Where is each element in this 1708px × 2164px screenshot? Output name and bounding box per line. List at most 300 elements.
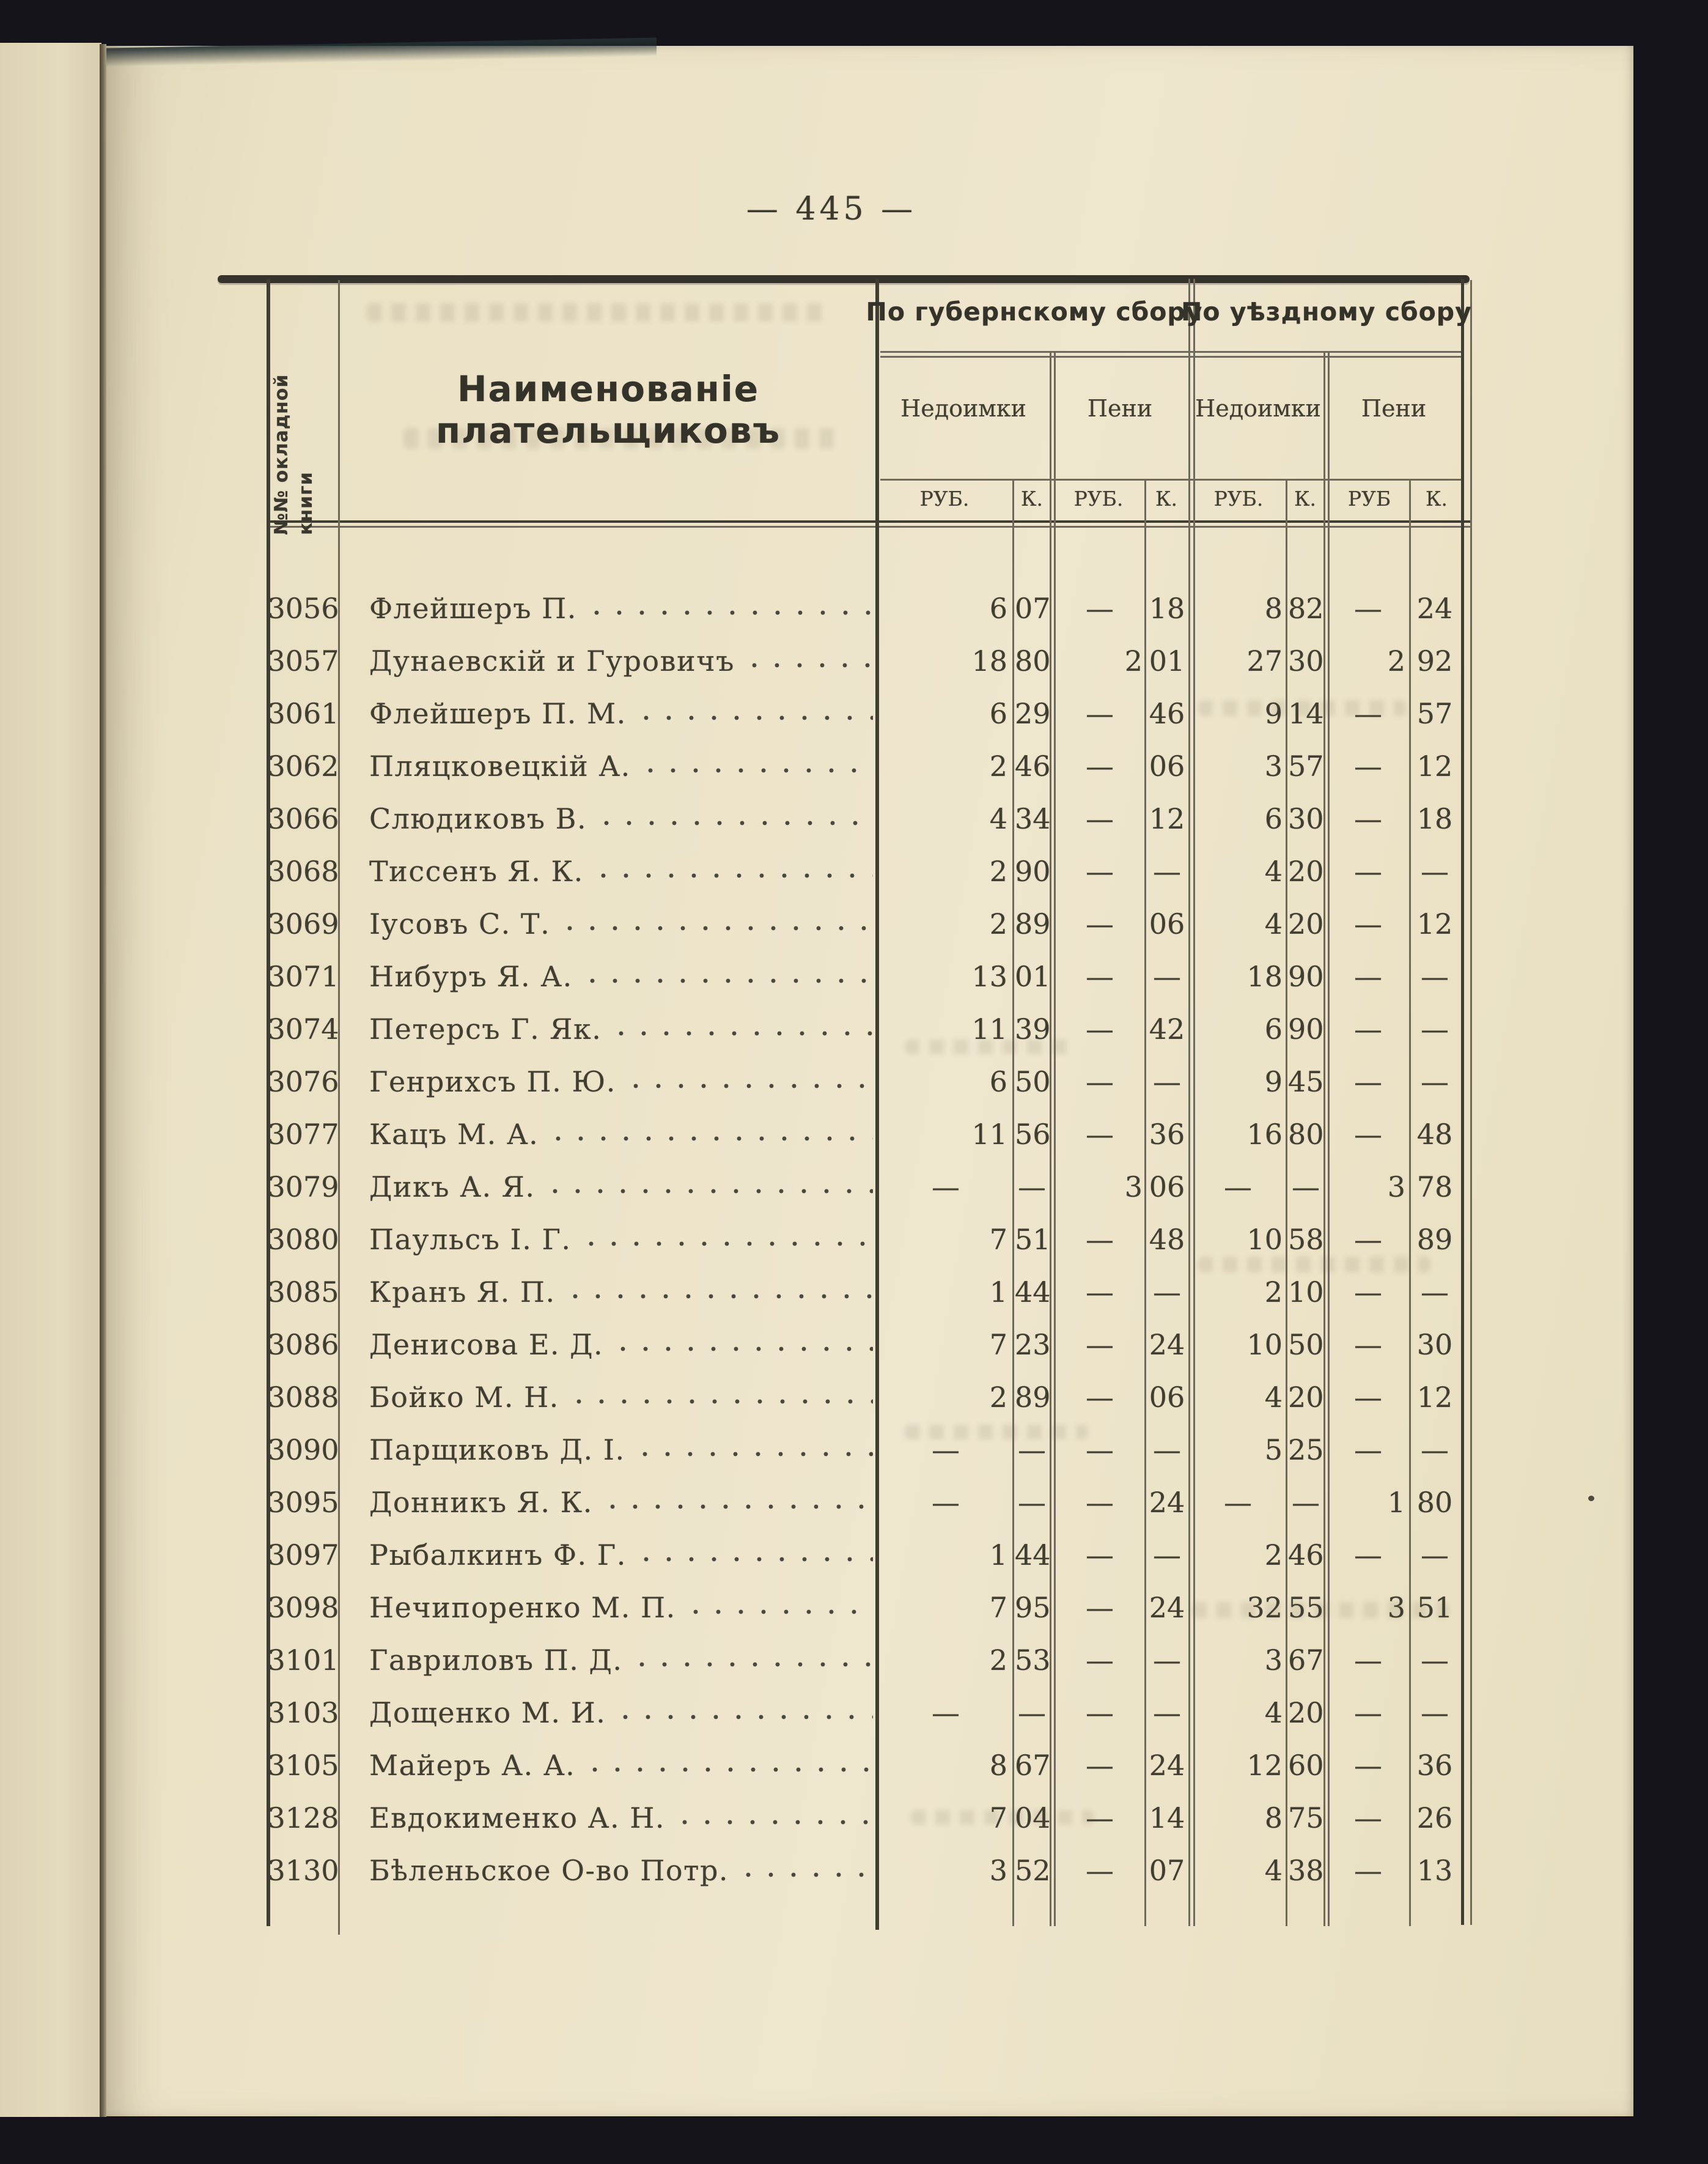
table-row [0,1476,1708,1529]
gub-nedoimki-rub: — [932,1170,960,1203]
uezd-peni-rub: — [1354,1328,1382,1361]
uezd-peni-kop: — [1421,1538,1449,1571]
dot-leader [581,1213,873,1266]
gub-nedoimki-kop: 51 [1015,1223,1051,1256]
uezd-nedoimki-kop: 20 [1288,855,1324,888]
uezd-peni-rub: — [1354,1538,1382,1571]
uezd-peni-kop: 92 [1416,644,1453,678]
table-row [0,635,1708,687]
uezd-nedoimki-kop: — [1292,1170,1320,1203]
payer-name: Рыбалкинъ Ф. Г. [369,1538,627,1571]
gub-peni-rub: — [1086,1749,1114,1782]
gub-nedoimki-rub: 2 [989,907,1007,940]
dot-leader [560,898,873,950]
unit-header-rub: РУБ. [919,487,970,511]
uezd-peni-rub: — [1354,1118,1382,1151]
uezd-peni-rub: — [1354,1854,1382,1887]
table-row [0,582,1708,635]
row-id: 3062 [267,750,339,783]
gub-nedoimki-rub: — [932,1486,960,1519]
gub-peni-kop: 24 [1149,1591,1185,1624]
gub-nedoimki-rub: 11 [971,1013,1007,1046]
gub-peni-rub: — [1086,1486,1114,1519]
table-row [0,898,1708,950]
payer-name-cell [369,1529,873,1581]
gub-nedoimki-rub: 3 [989,1854,1007,1887]
dot-leader [587,582,873,635]
uezd-peni-kop: — [1421,1433,1449,1466]
dot-leader [548,1108,873,1161]
gub-peni-kop: 48 [1149,1223,1185,1256]
row-id: 3057 [267,644,339,678]
uezd-peni-rub: — [1354,1013,1382,1046]
table-rule [880,479,1462,481]
gub-nedoimki-kop: 89 [1015,1381,1051,1414]
uezd-nedoimki-rub: 16 [1246,1118,1283,1151]
table-row [0,1108,1708,1161]
uezd-peni-kop: — [1421,960,1449,993]
payer-name-cell [369,1003,873,1055]
uezd-nedoimki-kop: 50 [1288,1328,1324,1361]
payer-name-cell [369,1318,873,1371]
gub-nedoimki-rub: 7 [989,1328,1007,1361]
subcolumn-peni: Пени [1361,395,1427,422]
uezd-nedoimki-kop: 14 [1288,697,1324,730]
uezd-peni-rub: — [1354,855,1382,888]
uezd-peni-kop: 30 [1416,1328,1453,1361]
uezd-peni-kop: 36 [1416,1749,1453,1782]
row-id: 3066 [267,802,339,835]
table-rule [267,520,1470,523]
dot-leader [611,1003,873,1055]
uezd-peni-rub: — [1354,750,1382,783]
uezd-peni-kop: 12 [1416,907,1453,940]
uezd-nedoimki-kop: 57 [1288,750,1324,783]
uezd-peni-rub: — [1354,1381,1382,1414]
dot-leader [738,1844,873,1897]
gub-nedoimki-rub: 8 [989,1749,1007,1782]
gub-nedoimki-rub: — [932,1433,960,1466]
gub-nedoimki-kop: 46 [1015,750,1051,783]
section-title-gubernia: По губернскому сбору [866,297,1203,327]
dot-leader [626,1055,873,1108]
uezd-nedoimki-rub: 12 [1246,1749,1283,1782]
table-row [0,1686,1708,1739]
gub-peni-kop: 01 [1149,644,1185,678]
dot-leader [594,845,873,898]
uezd-nedoimki-rub: 2 [1264,1538,1283,1571]
payer-name-cell [369,687,873,740]
uezd-peni-kop: 80 [1416,1486,1453,1519]
uezd-peni-kop: — [1421,1065,1449,1098]
gub-nedoimki-rub: 6 [989,697,1007,730]
gub-nedoimki-kop: 44 [1015,1276,1051,1309]
uezd-peni-kop: 12 [1416,1381,1453,1414]
gub-nedoimki-kop: — [1018,1170,1046,1203]
payer-name: Петерсъ Г. Як. [369,1013,602,1046]
uezd-peni-kop: — [1421,1644,1449,1677]
unit-header-rub: РУБ. [1073,487,1124,511]
payer-name-cell [369,1686,873,1739]
gub-peni-kop: 36 [1149,1118,1185,1151]
payer-name: Кранъ Я. П. [369,1276,556,1309]
dot-leader [675,1792,873,1844]
uezd-nedoimki-rub: 4 [1264,1696,1283,1729]
uezd-nedoimki-rub: 8 [1264,592,1283,625]
gub-nedoimki-rub: 2 [989,855,1007,888]
gub-peni-rub: 2 [1124,644,1143,678]
uezd-peni-rub: — [1354,802,1382,835]
gub-nedoimki-kop: 29 [1015,697,1051,730]
uezd-nedoimki-rub: 3 [1264,750,1283,783]
unit-header-rub: РУБ [1347,487,1391,511]
uezd-nedoimki-kop: 60 [1288,1749,1324,1782]
gub-nedoimki-kop: 23 [1015,1328,1051,1361]
uezd-peni-rub: — [1354,1696,1382,1729]
section-title-uezd: По уѣздному сбору [1181,297,1472,327]
gub-nedoimki-kop: 67 [1015,1749,1051,1782]
gub-peni-kop: — [1153,1644,1181,1677]
gub-peni-kop: — [1153,855,1181,888]
gub-peni-kop: — [1153,1696,1181,1729]
gub-peni-rub: — [1086,750,1114,783]
gub-peni-kop: — [1153,960,1181,993]
payer-name: Евдокименко А. Н. [369,1801,665,1834]
table-row [0,1424,1708,1476]
uezd-peni-rub: — [1354,1276,1382,1309]
row-id: 3098 [267,1591,339,1624]
row-id: 3130 [267,1854,339,1887]
uezd-peni-kop: 89 [1416,1223,1453,1256]
uezd-peni-rub: — [1354,1644,1382,1677]
table-rule [880,351,1462,353]
uezd-peni-rub: — [1354,1065,1382,1098]
gub-peni-kop: 24 [1149,1486,1185,1519]
dot-leader [745,635,873,687]
row-id: 3061 [267,697,339,730]
gub-nedoimki-kop: 52 [1015,1854,1051,1887]
gub-nedoimki-rub: 7 [989,1801,1007,1834]
subcolumn-peni: Пени [1087,395,1153,422]
uezd-nedoimki-rub: 10 [1246,1328,1283,1361]
payer-name: Іусовъ С. Т. [369,907,551,940]
table-row [0,1529,1708,1581]
table-row [0,1739,1708,1792]
unit-header-kop: К. [1155,487,1178,511]
payer-name-cell [369,740,873,792]
uezd-peni-kop: — [1421,1276,1449,1309]
gub-nedoimki-kop: 90 [1015,855,1051,888]
payer-name-cell [369,792,873,845]
gub-peni-kop: 18 [1149,592,1185,625]
payer-name: Дощенко М. И. [369,1696,606,1729]
gub-nedoimki-rub: 6 [989,1065,1007,1098]
gub-peni-kop: — [1153,1065,1181,1098]
uezd-nedoimki-kop: 55 [1288,1591,1324,1624]
payer-name-cell [369,898,873,950]
uezd-nedoimki-kop: — [1292,1486,1320,1519]
uezd-peni-kop: 12 [1416,750,1453,783]
uezd-peni-kop: 18 [1416,802,1453,835]
row-id: 3077 [267,1118,339,1151]
gub-peni-rub: — [1086,1801,1114,1834]
gub-nedoimki-rub: 13 [971,960,1007,993]
payer-name-cell [369,1108,873,1161]
gub-peni-kop: 24 [1149,1749,1185,1782]
table-row [0,792,1708,845]
gub-nedoimki-rub: 7 [989,1591,1007,1624]
gub-peni-kop: 07 [1149,1854,1185,1887]
table-row [0,845,1708,898]
uezd-peni-kop: 13 [1416,1854,1453,1887]
uezd-nedoimki-rub: 32 [1246,1591,1283,1624]
uezd-peni-rub: — [1354,1749,1382,1782]
payer-name: Кацъ М. А. [369,1118,539,1151]
payer-name: Денисова Е. Д. [369,1328,604,1361]
subcolumn-nedoimki: Недоимки [900,395,1026,422]
row-id: 3069 [267,907,339,940]
uezd-nedoimki-kop: 67 [1288,1644,1324,1677]
dot-leader [636,1529,873,1581]
uezd-nedoimki-rub: 4 [1264,907,1283,940]
uezd-nedoimki-rub: 3 [1264,1644,1283,1677]
gub-nedoimki-kop: 56 [1015,1118,1051,1151]
uezd-peni-rub: — [1354,1223,1382,1256]
payer-name-cell [369,1424,873,1476]
id-column-header-line2: книги [295,471,317,535]
gub-nedoimki-rub: 2 [989,1644,1007,1677]
uezd-nedoimki-kop: 30 [1288,644,1324,678]
subcolumn-nedoimki: Недоимки [1195,395,1321,422]
gub-nedoimki-rub: 18 [971,644,1007,678]
table-row [0,740,1708,792]
gub-peni-rub: — [1086,1381,1114,1414]
row-id: 3101 [267,1644,339,1677]
row-id: 3056 [267,592,339,625]
uezd-nedoimki-rub: 4 [1264,1381,1283,1414]
gub-nedoimki-rub: 11 [971,1118,1007,1151]
uezd-nedoimki-kop: 90 [1288,1013,1324,1046]
page-number: — 445 — [746,191,917,227]
payer-name: Донникъ Я. К. [369,1486,593,1519]
uezd-nedoimki-kop: 25 [1288,1433,1324,1466]
gub-peni-rub: — [1086,802,1114,835]
uezd-peni-kop: — [1421,855,1449,888]
unit-header-rub: РУБ. [1213,487,1264,511]
table-row [0,1213,1708,1266]
uezd-peni-rub: — [1354,697,1382,730]
payer-name: Парщиковъ Д. І. [369,1433,625,1466]
table-rule [880,356,1462,358]
uezd-peni-rub: — [1354,1801,1382,1834]
payer-name-cell [369,1581,873,1634]
uezd-peni-kop: — [1421,1696,1449,1729]
gub-nedoimki-rub: — [932,1696,960,1729]
gub-nedoimki-kop: 95 [1015,1591,1051,1624]
gub-nedoimki-rub: 1 [989,1276,1007,1309]
uezd-nedoimki-kop: 45 [1288,1065,1324,1098]
uezd-nedoimki-kop: 20 [1288,1381,1324,1414]
gub-peni-kop: — [1153,1433,1181,1466]
uezd-nedoimki-rub: 10 [1246,1223,1283,1256]
gub-nedoimki-rub: 2 [989,1381,1007,1414]
payer-name: Нибуръ Я. А. [369,960,573,993]
uezd-nedoimki-rub: 5 [1264,1433,1283,1466]
uezd-nedoimki-rub: 6 [1264,1013,1283,1046]
gub-peni-kop: 06 [1149,1170,1185,1203]
row-id: 3090 [267,1433,339,1466]
gub-nedoimki-kop: 80 [1015,644,1051,678]
gub-nedoimki-kop: — [1018,1486,1046,1519]
uezd-nedoimki-rub: 9 [1264,697,1283,730]
table-row [0,1055,1708,1108]
row-id: 3085 [267,1276,339,1309]
gub-nedoimki-kop: 44 [1015,1538,1051,1571]
gub-nedoimki-kop: 39 [1015,1013,1051,1046]
row-id: 3103 [267,1696,339,1729]
dot-leader [565,1266,873,1318]
uezd-peni-rub: — [1354,960,1382,993]
uezd-peni-kop: — [1421,1013,1449,1046]
gub-peni-kop: 24 [1149,1328,1185,1361]
payer-name-cell [369,582,873,635]
gub-peni-kop: — [1153,1276,1181,1309]
table-rule [267,526,1470,528]
uezd-nedoimki-kop: 82 [1288,592,1324,625]
gub-nedoimki-rub: 6 [989,592,1007,625]
uezd-nedoimki-rub: 4 [1264,855,1283,888]
uezd-nedoimki-rub: — [1224,1486,1252,1519]
gub-peni-rub: — [1086,855,1114,888]
gub-nedoimki-rub: 1 [989,1538,1007,1571]
uezd-peni-rub: 3 [1387,1170,1405,1203]
payer-name-cell [369,635,873,687]
row-id: 3086 [267,1328,339,1361]
gub-nedoimki-rub: 4 [989,802,1007,835]
dot-leader [686,1581,873,1634]
gub-peni-rub: — [1086,1118,1114,1151]
payer-name: Флейшеръ П. [369,592,577,625]
gub-peni-rub: — [1086,1644,1114,1677]
gub-nedoimki-rub: 2 [989,750,1007,783]
gub-nedoimki-kop: 89 [1015,907,1051,940]
row-id: 3079 [267,1170,339,1203]
uezd-nedoimki-kop: 30 [1288,802,1324,835]
row-id: 3074 [267,1013,339,1046]
table-row [0,687,1708,740]
row-id: 3080 [267,1223,339,1256]
payer-name: Гавриловъ П. Д. [369,1644,623,1677]
payer-name: Пляцковецкій А. [369,750,631,783]
payer-name-cell [369,950,873,1003]
gub-peni-rub: — [1086,1854,1114,1887]
row-id: 3095 [267,1486,339,1519]
gub-nedoimki-rub: 7 [989,1223,1007,1256]
payer-name-cell [369,1634,873,1686]
table-row [0,1844,1708,1897]
payer-name-cell [369,1844,873,1897]
dot-leader [632,1634,873,1686]
id-column-header [270,315,337,535]
table-row [0,1581,1708,1634]
dot-leader [603,1476,873,1529]
uezd-nedoimki-rub: 18 [1246,960,1283,993]
gub-nedoimki-kop: — [1018,1433,1046,1466]
payer-name-cell [369,1476,873,1529]
payer-name: Паульсъ І. Г. [369,1223,572,1256]
gub-peni-rub: — [1086,592,1114,625]
payer-name: Тиссенъ Я. К. [369,855,584,888]
row-id: 3076 [267,1065,339,1098]
row-id: 3088 [267,1381,339,1414]
gub-nedoimki-kop: 07 [1015,592,1051,625]
table-row [0,1792,1708,1844]
payer-name: Генрихсъ П. Ю. [369,1065,616,1098]
row-id: 3071 [267,960,339,993]
uezd-nedoimki-rub: 6 [1264,802,1283,835]
row-id: 3105 [267,1749,339,1782]
uezd-peni-kop: 26 [1416,1801,1453,1834]
table-row [0,1634,1708,1686]
gub-nedoimki-kop: 04 [1015,1801,1051,1834]
uezd-peni-rub: — [1354,592,1382,625]
row-id: 3128 [267,1801,339,1834]
payer-name-cell [369,1266,873,1318]
table-row [0,1161,1708,1213]
dot-leader [613,1318,873,1371]
dot-leader [636,687,873,740]
uezd-nedoimki-kop: 58 [1288,1223,1324,1256]
gub-peni-kop: 14 [1149,1801,1185,1834]
table-top-rule [218,275,1470,283]
payer-name: Майеръ А. А. [369,1749,576,1782]
table-row [0,950,1708,1003]
uezd-nedoimki-rub: 8 [1264,1801,1283,1834]
gub-peni-rub: — [1086,1065,1114,1098]
unit-header-kop: К. [1425,487,1448,511]
payer-name-cell [369,1055,873,1108]
payer-name: Бойко М. Н. [369,1381,559,1414]
table-row [0,1003,1708,1055]
gub-peni-rub: — [1086,1013,1114,1046]
uezd-nedoimki-kop: 80 [1288,1118,1324,1151]
payer-name: Флейшеръ П. М. [369,697,627,730]
uezd-nedoimki-rub: — [1224,1170,1252,1203]
uezd-nedoimki-kop: 38 [1288,1854,1324,1887]
uezd-peni-rub: 2 [1387,644,1405,678]
uezd-nedoimki-rub: 2 [1264,1276,1283,1309]
uezd-nedoimki-kop: 10 [1288,1276,1324,1309]
payer-name-cell [369,1213,873,1266]
payer-name-cell [369,845,873,898]
dot-leader [635,1424,873,1476]
gub-peni-rub: — [1086,1538,1114,1571]
gub-peni-rub: — [1086,960,1114,993]
payer-name-cell [369,1161,873,1213]
dot-leader [616,1686,873,1739]
uezd-nedoimki-kop: 20 [1288,907,1324,940]
dot-leader [597,792,873,845]
row-id: 3097 [267,1538,339,1571]
gub-peni-rub: — [1086,1223,1114,1256]
gub-peni-rub: — [1086,1696,1114,1729]
dot-leader [585,1739,873,1792]
uezd-peni-rub: 3 [1387,1591,1405,1624]
dot-leader [583,950,873,1003]
uezd-peni-kop: 51 [1416,1591,1453,1624]
table-row [0,1371,1708,1424]
uezd-nedoimki-rub: 27 [1246,644,1283,678]
